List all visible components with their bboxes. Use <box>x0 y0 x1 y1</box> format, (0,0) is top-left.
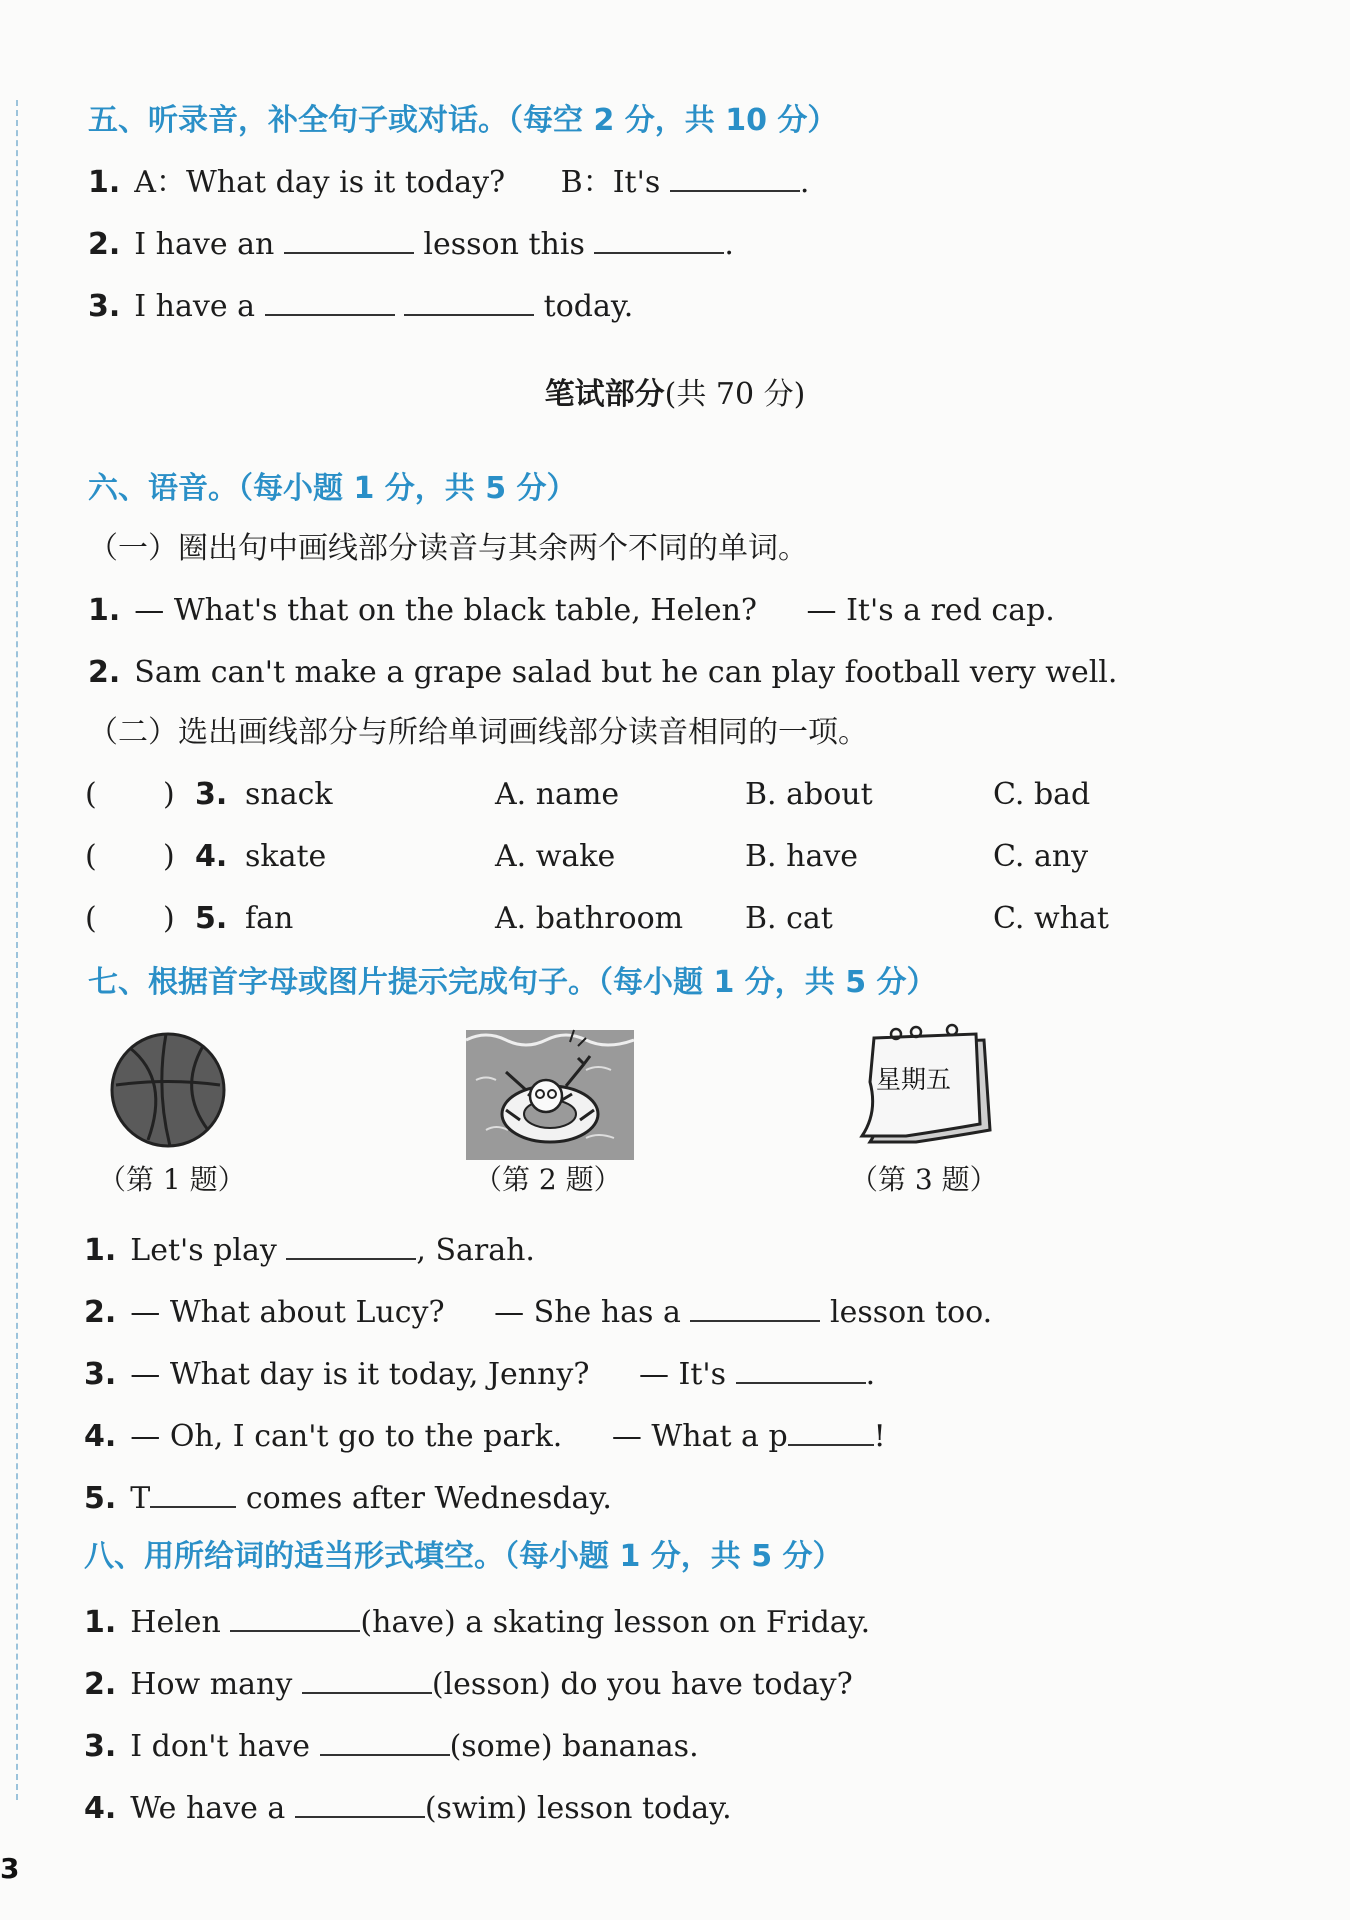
section7-heading: 七、根据首字母或图片提示完成句子。（每小题 1 分，共 5 分） <box>88 965 937 1000</box>
choice-row <box>85 777 1285 820</box>
answer-blank[interactable] <box>265 288 395 316</box>
answer-blank[interactable] <box>230 1604 360 1632</box>
s7-q2-t2: — She has a <box>494 1295 681 1330</box>
answer-blank[interactable] <box>286 1232 416 1260</box>
s6-item-1 <box>88 593 1055 628</box>
s7-q5-t2: comes after Wednesday. <box>245 1481 612 1516</box>
s5-q2-t1: I have an <box>134 227 275 262</box>
answer-blank[interactable] <box>150 1480 236 1508</box>
written-title-main: 笔试部分 <box>544 377 665 412</box>
period: . <box>724 227 734 262</box>
caption-1: （第 1 题） <box>98 1163 246 1196</box>
s5-q3-t1: I have a <box>134 289 255 324</box>
s7-item-1 <box>84 1232 535 1266</box>
option-b[interactable]: B. have <box>745 839 859 874</box>
answer-blank[interactable] <box>404 288 534 316</box>
open-paren: ( <box>85 777 97 812</box>
answer-blank[interactable] <box>295 1790 425 1818</box>
s5-q2-t2: lesson this <box>423 227 585 262</box>
item-number: 3. <box>195 777 228 812</box>
s7-q3-t1: — What day is it today, Jenny? <box>130 1357 590 1392</box>
s7-q1-t1: Let's play <box>130 1233 277 1268</box>
basketball-picture <box>108 1030 228 1150</box>
item-number: 1. <box>84 1605 117 1640</box>
item-number: 1. <box>88 165 121 200</box>
s7-item-3 <box>84 1356 875 1390</box>
swimming-icon <box>466 1020 634 1160</box>
s6-part2-title: （二）选出画线部分与所给单词画线部分读音相同的一项。 <box>88 715 868 750</box>
given-word: skate <box>245 839 327 874</box>
s8-q3-t1: I don't have <box>130 1729 311 1764</box>
s8-item-4 <box>84 1790 732 1824</box>
item-number: 3. <box>84 1729 117 1764</box>
swimming-picture <box>466 1020 634 1160</box>
caption-3: （第 3 题） <box>850 1163 998 1196</box>
s7-q2-t1: — What about Lucy? <box>130 1295 445 1330</box>
s6-q2-text: Sam can't make a grape salad but he can play football very well. <box>134 655 1118 690</box>
item-number: 3. <box>88 289 121 324</box>
s8-q2-t1: How many <box>130 1667 293 1702</box>
s8-item-3 <box>84 1728 699 1762</box>
s7-item-2 <box>84 1294 992 1328</box>
given-word: snack <box>245 777 333 812</box>
s8-q3-t2: (some) bananas. <box>449 1729 699 1764</box>
section5-heading: 五、听录音，补全句子或对话。（每空 2 分，共 10 分） <box>88 103 838 138</box>
close-paren: ) <box>163 839 175 874</box>
written-part-title <box>0 377 1350 412</box>
s7-item-5 <box>84 1480 612 1514</box>
section6-heading: 六、语音。（每小题 1 分，共 5 分） <box>88 471 577 506</box>
item-number: 5. <box>84 1481 117 1516</box>
option-a[interactable]: A. bathroom <box>495 901 684 936</box>
item-number: 2. <box>88 655 121 690</box>
written-title-sub: (共 70 分) <box>664 377 806 412</box>
item-number: 2. <box>84 1295 117 1330</box>
item-number: 1. <box>84 1233 117 1268</box>
s7-q1-t2: , Sarah. <box>416 1233 535 1268</box>
open-paren: ( <box>85 901 97 936</box>
s8-item-2 <box>84 1666 853 1700</box>
answer-blank[interactable] <box>670 164 800 192</box>
s6-q1-text2: — It's a red cap. <box>806 593 1055 628</box>
s8-q4-t1: We have a <box>130 1791 286 1826</box>
open-paren: ( <box>85 839 97 874</box>
caption-2: （第 2 题） <box>474 1163 622 1196</box>
close-paren: ) <box>163 901 175 936</box>
item-number: 4. <box>84 1791 117 1826</box>
page-number: 3 <box>0 1852 20 1885</box>
option-c[interactable]: C. what <box>993 901 1109 936</box>
answer-blank[interactable] <box>594 226 724 254</box>
option-b[interactable]: B. cat <box>745 901 833 936</box>
s7-q4-t3: ! <box>873 1419 886 1454</box>
calendar-picture <box>856 1018 996 1158</box>
s7-q3-t2: — It's <box>638 1357 727 1392</box>
option-c[interactable]: C. bad <box>993 777 1091 812</box>
choice-row <box>85 901 1285 944</box>
s5-item-3 <box>88 288 633 322</box>
s6-item-2 <box>88 655 1118 690</box>
choice-row <box>85 839 1285 882</box>
s7-q2-t3: lesson too. <box>829 1295 993 1330</box>
given-word: fan <box>245 901 294 936</box>
binding-line <box>16 100 18 1800</box>
period: . <box>799 165 810 200</box>
basketball-icon <box>108 1030 228 1150</box>
s5-q3-t2: today. <box>543 289 634 324</box>
answer-blank[interactable] <box>690 1294 820 1322</box>
item-number: 1. <box>88 593 121 628</box>
s7-q5-t1: T <box>130 1481 151 1516</box>
item-number: 4. <box>195 839 228 874</box>
option-b[interactable]: B. about <box>745 777 873 812</box>
s6-q1-text: — What's that on the black table, Helen? <box>134 593 757 628</box>
option-a[interactable]: A. name <box>495 777 620 812</box>
option-a[interactable]: A. wake <box>495 839 616 874</box>
item-number: 3. <box>84 1357 117 1392</box>
item-number: 2. <box>88 227 121 262</box>
calendar-label: 星期五 <box>876 1065 952 1094</box>
answer-blank[interactable] <box>284 226 414 254</box>
close-paren: ) <box>163 777 175 812</box>
s7-q4-t2: — What a p <box>611 1419 788 1454</box>
s5-item-2 <box>88 226 734 260</box>
s7-q4-t1: — Oh, I can't go to the park. <box>130 1419 563 1454</box>
s5-q1-a: A：What day is it today? <box>134 165 506 200</box>
answer-blank[interactable] <box>788 1418 874 1446</box>
s7-item-4 <box>84 1418 886 1452</box>
s8-q4-t2: (swim) lesson today. <box>424 1791 732 1826</box>
s5-item-1 <box>88 164 809 198</box>
s5-q1-b: B：It's <box>560 165 661 200</box>
s7-q3-t3: . <box>865 1357 876 1392</box>
item-number: 5. <box>195 901 228 936</box>
option-c[interactable]: C. any <box>993 839 1089 874</box>
answer-blank[interactable] <box>302 1666 432 1694</box>
s8-item-1 <box>84 1604 870 1638</box>
s8-q1-t1: Helen <box>130 1605 221 1640</box>
item-number: 2. <box>84 1667 117 1702</box>
s8-q2-t2: (lesson) do you have today? <box>431 1667 853 1702</box>
answer-blank[interactable] <box>320 1728 450 1756</box>
item-number: 4. <box>84 1419 117 1454</box>
section8-heading: 八、用所给词的适当形式填空。（每小题 1 分，共 5 分） <box>84 1539 843 1574</box>
s8-q1-t2: (have) a skating lesson on Friday. <box>360 1605 871 1640</box>
s6-part1-title: （一）圈出句中画线部分读音与其余两个不同的单词。 <box>88 531 808 566</box>
answer-blank[interactable] <box>736 1356 866 1384</box>
